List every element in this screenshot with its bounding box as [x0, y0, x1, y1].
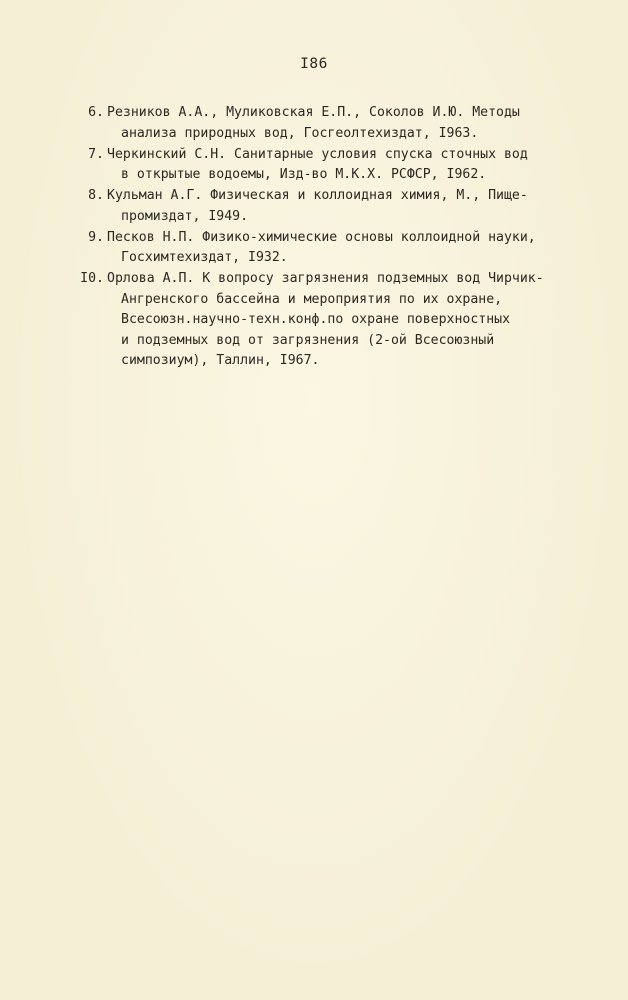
reference-number: 8. — [88, 188, 104, 203]
reference-item-7 — [78, 145, 598, 186]
reference-line: в открытые водоемы, Изд-во М.К.Х. РСФСР, I962. — [121, 167, 487, 182]
reference-number: 6. — [88, 105, 104, 120]
reference-line: Ангренского бассейна и мероприятия по их охране, — [121, 291, 503, 307]
reference-number: 9. — [88, 229, 104, 245]
reference-line: симпозиум), Таллин, I967. — [121, 353, 320, 368]
reference-line: Кульман А.Г. Физическая и коллоидная химия, М., Пище- — [107, 188, 528, 203]
reference-item-6 — [78, 103, 598, 144]
reference-line: Госхимтехиздат, I932. — [121, 250, 288, 265]
reference-list — [78, 103, 598, 372]
reference-line: Орлова А.П. К вопросу загрязнения подземных вод Чирчик- — [107, 271, 544, 286]
reference-line: и подземных вод от загрязнения (2-ой Всесоюзный — [121, 332, 495, 348]
reference-item-8 — [78, 186, 598, 227]
reference-item-9 — [78, 228, 598, 269]
reference-line: Песков Н.П. Физико-химические основы коллоидной науки, — [107, 229, 536, 245]
reference-item-10 — [78, 269, 598, 372]
reference-line: Всесоюзн.научно-техн.конф.по охране поверхностных — [121, 312, 511, 327]
reference-number: I0. — [80, 271, 104, 286]
reference-line: промиздат, I949. — [121, 208, 249, 224]
reference-line: Черкинский С.Н. Санитарные условия спуска сточных вод — [107, 146, 528, 162]
page-number: I86 — [300, 56, 328, 72]
reference-line: Резников А.А., Муликовская Е.П., Соколов И.Ю. Методы — [107, 105, 520, 120]
reference-line: анализа природных вод, Госгеолтехиздат, I963. — [121, 125, 479, 141]
reference-number: 7. — [88, 146, 104, 162]
